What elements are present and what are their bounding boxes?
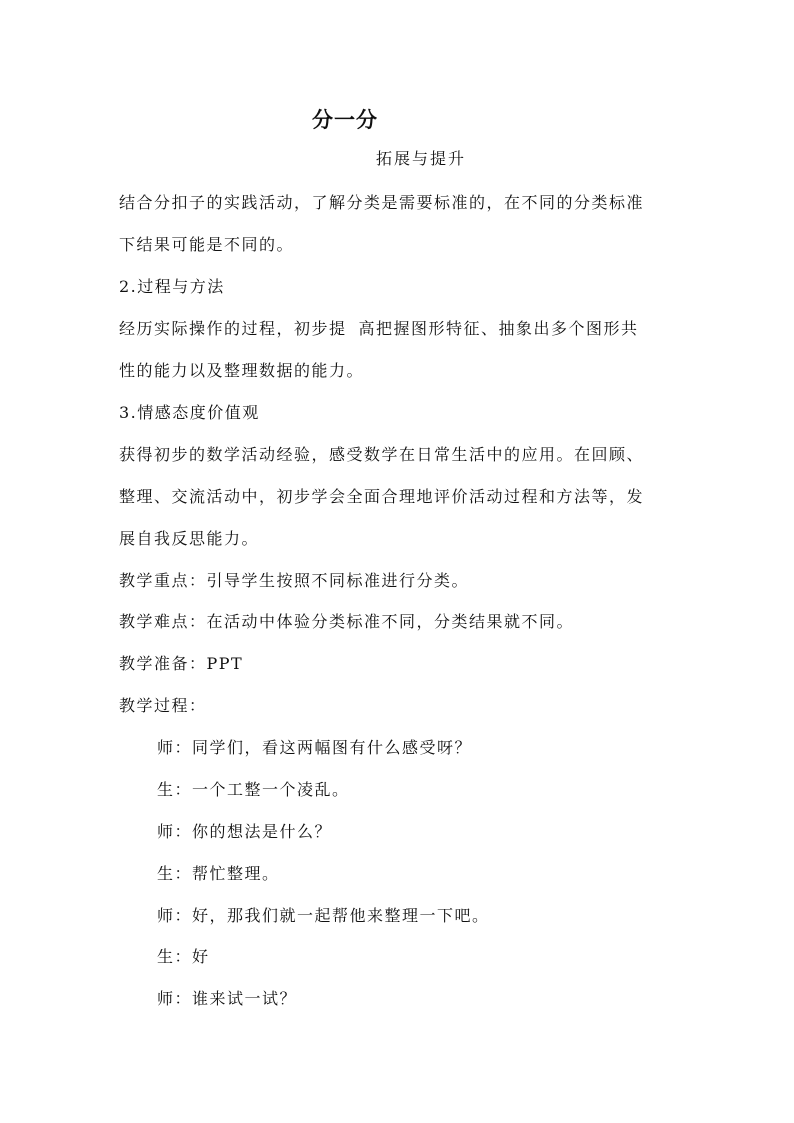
dialogue-line: 师：同学们，看这两幅图有什么感受呀？ (157, 738, 473, 757)
dialogue-line: 生：一个工整一个凌乱。 (157, 780, 350, 799)
paragraph-line (119, 316, 639, 339)
document-title: 分一分 (312, 107, 378, 132)
paragraph-fragment: 经历实际操作的过程，初步提 (119, 319, 347, 338)
dialogue-line: 师：好，那我们就一起帮他来整理一下吧。 (157, 906, 490, 925)
paragraph-fragment: 高把握图形特征、抽象出多个图形共 (358, 319, 639, 338)
paragraph-line: 性的能力以及整理数据的能力。 (119, 361, 365, 380)
dialogue-line: 生：好 (157, 947, 210, 966)
dialogue-line: 师：谁来试一试？ (157, 989, 298, 1008)
paragraph-line: 展自我反思能力。 (119, 529, 260, 548)
section-heading: 3.情感态度价值观 (119, 403, 260, 422)
dialogue-line: 生：帮忙整理。 (157, 864, 280, 883)
teaching-process-heading: 教学过程： (119, 696, 207, 715)
teaching-focus: 教学重点：引导学生按照不同标准进行分类。 (119, 571, 470, 590)
document-subtitle: 拓展与提升 (376, 149, 467, 168)
dialogue-line: 师：你的想法是什么？ (157, 822, 333, 841)
paragraph-line: 整理、交流活动中，初步学会全面合理地评价活动过程和方法等，发 (119, 487, 645, 506)
paragraph-line: 获得初步的数学活动经验，感受数学在日常生活中的应用。在回顾、 (119, 445, 645, 464)
teaching-preparation: 教学准备：PPT (119, 654, 244, 673)
section-heading: 2.过程与方法 (119, 277, 225, 296)
paragraph-line: 结合分扣子的实践活动，了解分类是需要标准的，在不同的分类标准 (119, 193, 645, 212)
teaching-difficulty: 教学难点：在活动中体验分类标准不同，分类结果就不同。 (119, 612, 575, 631)
paragraph-line: 下结果可能是不同的。 (119, 235, 295, 254)
